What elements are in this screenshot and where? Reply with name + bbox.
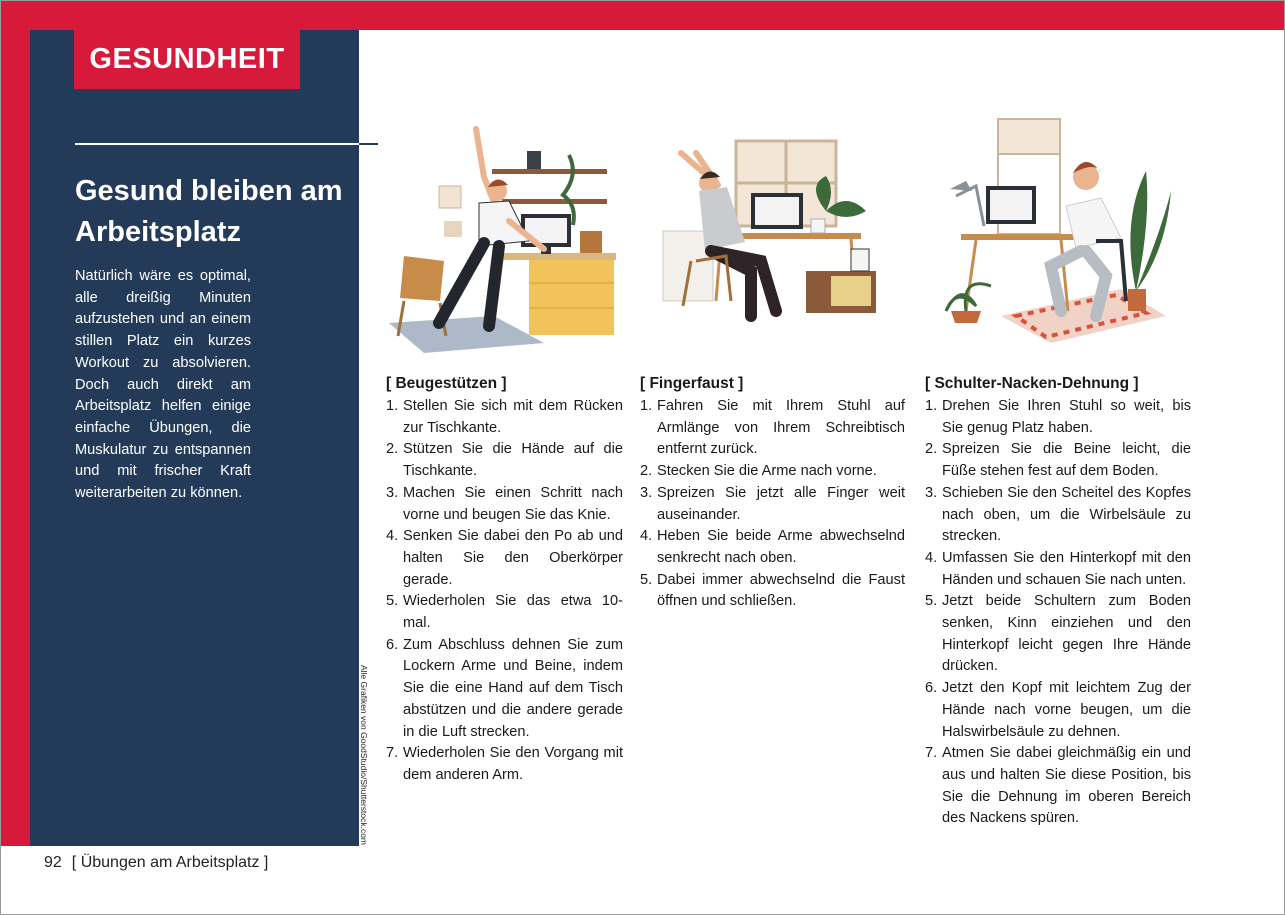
list-item: 3. Schieben Sie den Scheitel des Kopfes nach oben, um die Wirbelsäule zu strecken. <box>925 484 1191 545</box>
list-item: 5. Wiederholen Sie das etwa 10-mal. <box>386 593 623 632</box>
list-item: 2. Stützen Sie die Hände auf die Tischkante. <box>386 441 623 480</box>
page-title: Gesund bleiben am Arbeitsplatz <box>75 175 343 248</box>
list-item: 1. Fahren Sie mit Ihrem Stuhl auf Armlänge von Ihrem Schreibtisch entfernt zurück. <box>640 398 905 458</box>
list-item: 7. Wiederholen Sie den Vorgang mit dem anderen Arm. <box>386 745 623 783</box>
exercise-steps <box>925 396 1191 830</box>
image-credit: Alle Grafiken von GoodStudio/Shutterstock.com <box>359 665 369 846</box>
list-item: 3. Machen Sie einen Schritt nach vorne und beugen Sie das Knie. <box>386 484 623 523</box>
exercise-steps <box>640 396 905 613</box>
list-item: 3. Spreizen Sie jetzt alle Finger weit auseinander. <box>640 484 905 523</box>
section-badge: GESUNDHEIT <box>74 30 300 89</box>
exercise-column-1 <box>386 373 623 787</box>
illustration-beugestuetzen <box>384 111 624 361</box>
exercise-steps <box>386 396 623 787</box>
illustration-fingerfaust <box>651 111 886 361</box>
list-item: 2. Spreizen Sie die Beine leicht, die Füße stehen fest auf dem Boden. <box>925 441 1191 480</box>
page-number: 92 <box>44 854 62 871</box>
list-item: 1. Drehen Sie Ihren Stuhl so weit, bis Sie genug Platz haben. <box>925 398 1191 436</box>
top-accent-bar <box>1 1 1284 30</box>
list-item: 4. Senken Sie dabei den Po ab und halten Sie den Oberkörper gerade. <box>386 528 623 588</box>
chapter-title: [ Übungen am Arbeitsplatz ] <box>71 854 269 871</box>
list-item: 6. Jetzt den Kopf mit leichtem Zug der Hände nach vorne beugen, um die Halswirbelsäule zu dehnen. <box>925 680 1191 740</box>
exercise-title: [ Beugestützen ] <box>386 375 507 392</box>
list-item: 5. Jetzt beide Schultern zum Boden senken, Kinn einziehen und den Hinterkopf leicht gegen Ihre Hände drücken. <box>925 593 1191 675</box>
page-footer <box>44 854 268 872</box>
illustration-schulter-nacken <box>936 111 1181 361</box>
list-item: 6. Zum Abschluss dehnen Sie zum Lockern Arme und Beine, indem Sie die eine Hand auf dem Tisch abstützen und die andere gerade in die Luft strecken. <box>386 636 623 740</box>
exercise-title: [ Schulter-Nacken-Dehnung ] <box>925 375 1139 392</box>
exercise-column-2 <box>640 373 905 613</box>
list-item: 4. Umfassen Sie den Hinterkopf mit den Händen und schauen Sie nach unten. <box>925 549 1191 588</box>
list-item: 2. Stecken Sie die Arme nach vorne. <box>640 463 877 480</box>
list-item: 1. Stellen Sie sich mit dem Rücken zur Tischkante. <box>386 398 623 436</box>
intro-text: Natürlich wäre es optimal, alle dreißig Minuten aufzustehen und an einem stillen Platz ein kurzes Workout zu absolvieren. Doch auch direkt am Arbeitsplatz helfen einige einfache Übungen, die Muskulatur zu entspannen und mit frischer Kraft weiterarbeiten zu können. <box>75 268 251 502</box>
exercise-column-3 <box>925 373 1191 830</box>
list-item: 4. Heben Sie beide Arme abwechselnd senkrecht nach oben. <box>640 528 905 566</box>
divider-line-extension <box>359 143 378 145</box>
exercise-title: [ Fingerfaust ] <box>640 375 744 392</box>
list-item: 7. Atmen Sie dabei gleichmäßig ein und aus und halten Sie diese Position, bis Sie die Dehnung im oberen Bereich des Nackens spüren. <box>925 745 1191 827</box>
divider-line <box>75 143 378 145</box>
list-item: 5. Dabei immer abwechselnd die Faust öffnen und schließen. <box>640 571 905 610</box>
left-accent-bar <box>1 1 30 846</box>
